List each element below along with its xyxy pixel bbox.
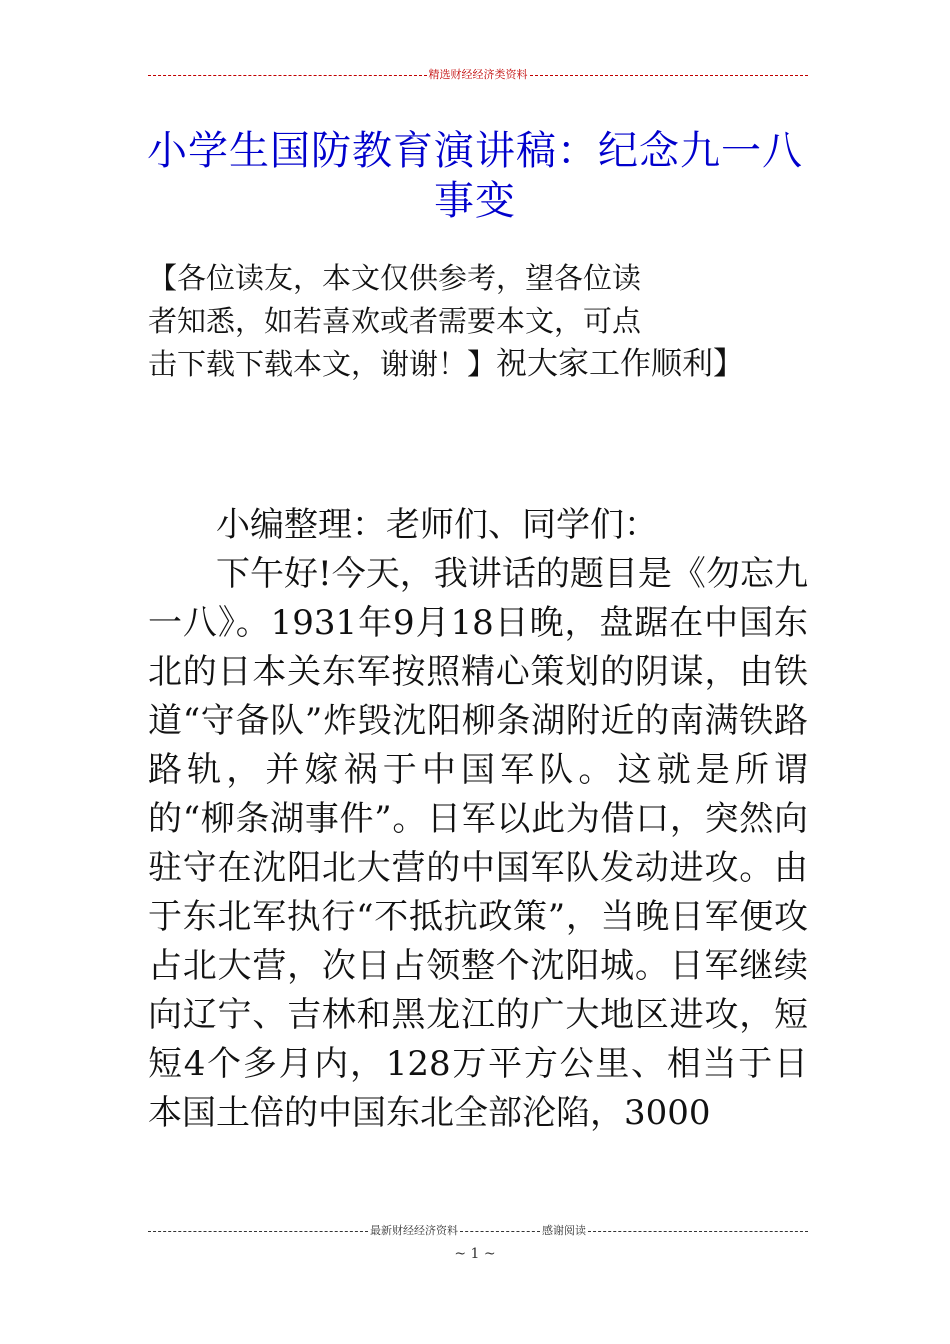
footer-right-text: 感谢阅读 xyxy=(542,1224,586,1237)
header-banner xyxy=(148,68,808,82)
header-dash-left xyxy=(148,75,427,76)
footer-dash-left xyxy=(148,1231,368,1232)
header-dash-right xyxy=(530,75,809,76)
body-paragraph-1: 小编整理：老师们、同学们： xyxy=(216,505,658,545)
footer-left-text: 最新财经经济资料 xyxy=(370,1224,458,1237)
reader-notice xyxy=(148,257,788,386)
notice-line-3 xyxy=(148,343,788,386)
document-title xyxy=(140,126,810,226)
header-text: 精选财经经济类资料 xyxy=(428,68,528,81)
notice-line-1: 【各位读友，本文仅供参考，望各位读 xyxy=(148,261,642,295)
page-number: ~ 1 ~ xyxy=(454,1246,496,1262)
title-line-2: 事变 xyxy=(434,178,516,224)
footer-banner xyxy=(148,1224,808,1238)
speech-body xyxy=(148,501,808,1138)
notice-line-3-a: 击下载下载本文，谢谢！】 xyxy=(148,347,497,381)
footer-dash-mid xyxy=(460,1231,540,1232)
title-line-1: 小学生国防教育演讲稿：纪念九一八 xyxy=(147,128,803,174)
notice-line-2: 者知悉，如若喜欢或者需要本文，可点 xyxy=(148,304,642,338)
footer-dash-right xyxy=(588,1231,808,1232)
notice-line-3-b: 祝大家工作顺利】 xyxy=(496,346,745,382)
body-paragraph-2: 下午好!今天，我讲话的题目是《勿忘九一八》。1931年9月18日晚，盘踞在中国东北的日本关东军按照精心策划的阴谋，由铁道“守备队”炸毁沈阳柳条湖附近的南满铁路路轨，并嫁祸于中国军队。这就是所谓的“柳条湖事件”。日军以此为借口，突然向驻守在沈阳北大营的中国军队发动进攻。由于东北军执行“不抵抗政策”，当晚日军便攻占北大营，次日占领整个沈阳城。日军继续向辽宁、吉林和黑龙江的广大地区进攻，短短4个多月内，128万平方公里、相当于日本国土倍的中国东北全部沦陷，3000 xyxy=(148,554,808,1133)
